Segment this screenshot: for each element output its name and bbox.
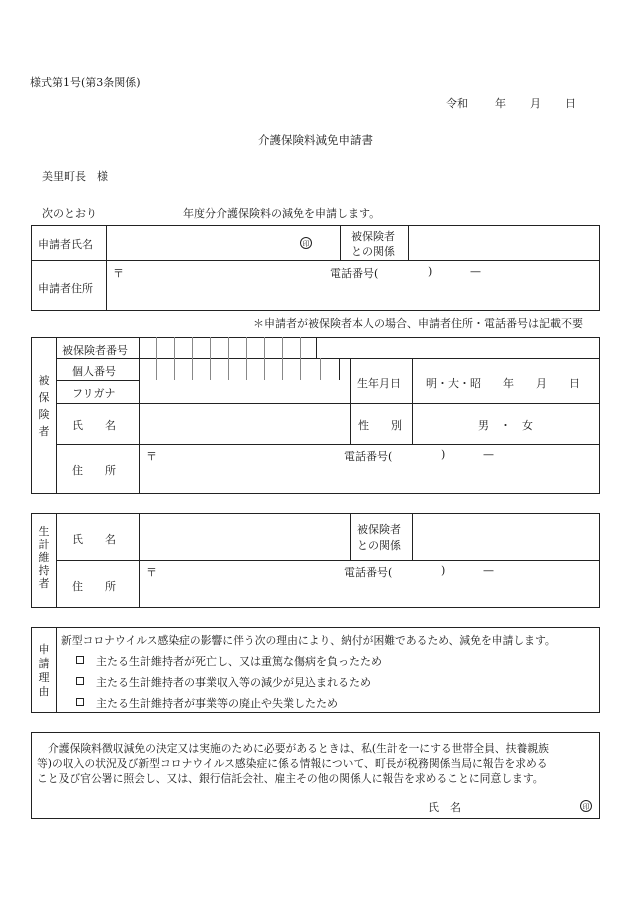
reason-option-1-checkbox[interactable] [76, 656, 84, 664]
form-number: 様式第1号(第3条関係) [30, 76, 141, 89]
consent-seal-mark: 印 [580, 800, 592, 812]
applicant-postal-mark: 〒 [113, 267, 124, 280]
householder-phone-close: ) [441, 564, 446, 577]
insured-phone-dash: — [483, 448, 494, 461]
householder-name-field[interactable] [140, 514, 349, 559]
note-text: ＊申請者が被保険者本人の場合、申請者住所・電話番号は記載不要 [253, 317, 583, 330]
reason-lead: 新型コロナウイルス感染症の影響に伴う次の理由により、納付が困難であるため、減免を申請します。 [61, 634, 556, 647]
date-day-label: 日 [565, 97, 576, 110]
insured-side-label: 被 保 険 者 [38, 374, 50, 438]
insured-number-label: 被保険者番号 [62, 344, 128, 357]
applicant-phone-close: ) [428, 265, 433, 278]
householder-relation-field[interactable] [413, 514, 599, 559]
reason-option-1: 主たる生計維持者が死亡し、又は重篤な傷病を負ったため [96, 655, 382, 668]
personal-number-label: 個人番号 [72, 365, 116, 378]
applicant-phone-label: 電話番号( [330, 267, 379, 280]
insured-address-label: 住 所 [72, 464, 116, 477]
birthdate-label: 生年月日 [357, 377, 401, 390]
applicant-relation-label-2: との関係 [351, 245, 395, 258]
applicant-relation-label-1: 被保険者 [351, 230, 395, 243]
applicant-name-field[interactable] [109, 228, 289, 257]
householder-side-label: 生 計 維 持 者 [38, 525, 50, 590]
consent-line-3: こと及び官公署に照会し、又は、銀行信託会社、雇主その他の関係人に報告を求めることに同意します。 [37, 772, 544, 785]
reason-option-2-checkbox[interactable] [76, 677, 84, 685]
reason-option-3-checkbox[interactable] [76, 698, 84, 706]
date-year-label: 年 [495, 97, 506, 110]
householder-address-label: 住 所 [72, 580, 116, 593]
applicant-phone-dash: — [470, 265, 481, 278]
reason-option-3: 主たる生計維持者が事業等の廃止や失業したため [96, 697, 338, 710]
insured-phone-label: 電話番号( [344, 450, 393, 463]
intro-prefix: 次のとおり [42, 207, 97, 220]
reason-side-label: 申 請 理 由 [38, 643, 50, 698]
date-month-label: 月 [530, 97, 541, 110]
insured-phone-close: ) [441, 448, 446, 461]
consent-name-field[interactable] [470, 795, 570, 813]
furigana-label: フリガナ [72, 387, 116, 400]
addressee: 美里町長 様 [42, 170, 108, 183]
householder-address-field[interactable] [160, 576, 590, 604]
householder-postal-mark: 〒 [146, 566, 157, 579]
insured-postal-mark: 〒 [146, 450, 157, 463]
applicant-address-label: 申請者住所 [38, 282, 93, 295]
furigana-field[interactable] [140, 381, 349, 402]
birthdate-value[interactable]: 明・大・昭 年 月 日 [426, 377, 580, 390]
page-title: 介護保険料減免申請書 [258, 133, 373, 147]
consent-line-1: 介護保険料徴収減免の決定又は実施のために必要があるときは、私(生計を一にする世帯全員、扶養親族 [48, 742, 549, 755]
householder-relation-label-2: との関係 [357, 539, 401, 552]
date-era: 令和 [446, 97, 468, 110]
householder-phone-dash: — [483, 564, 494, 577]
insured-address-field[interactable] [160, 460, 590, 490]
insured-number-field[interactable] [140, 338, 316, 358]
consent-line-2: 等)の収入の状況及び新型コロナウイルス感染症に係る情報について、町長が税務関係当局に報告を求める [37, 757, 548, 770]
insured-name-field[interactable] [140, 404, 349, 443]
applicant-relation-field[interactable] [410, 228, 596, 257]
sex-label: 性 別 [358, 419, 402, 432]
seal-mark: 印 [300, 237, 312, 249]
intro-suffix: 年度分介護保険料の減免を申請します。 [183, 207, 381, 220]
householder-relation-label-1: 被保険者 [357, 523, 401, 536]
personal-number-field[interactable] [140, 359, 339, 380]
consent-name-label: 氏 名 [428, 801, 461, 814]
householder-phone-label: 電話番号( [344, 566, 393, 579]
reason-option-2: 主たる生計維持者の事業収入等の減少が見込まれるため [96, 676, 371, 689]
householder-name-label: 氏 名 [72, 533, 116, 546]
applicant-name-label: 申請者氏名 [38, 238, 93, 251]
sex-value[interactable]: 男 ・ 女 [478, 419, 533, 432]
insured-name-label: 氏 名 [72, 419, 116, 432]
